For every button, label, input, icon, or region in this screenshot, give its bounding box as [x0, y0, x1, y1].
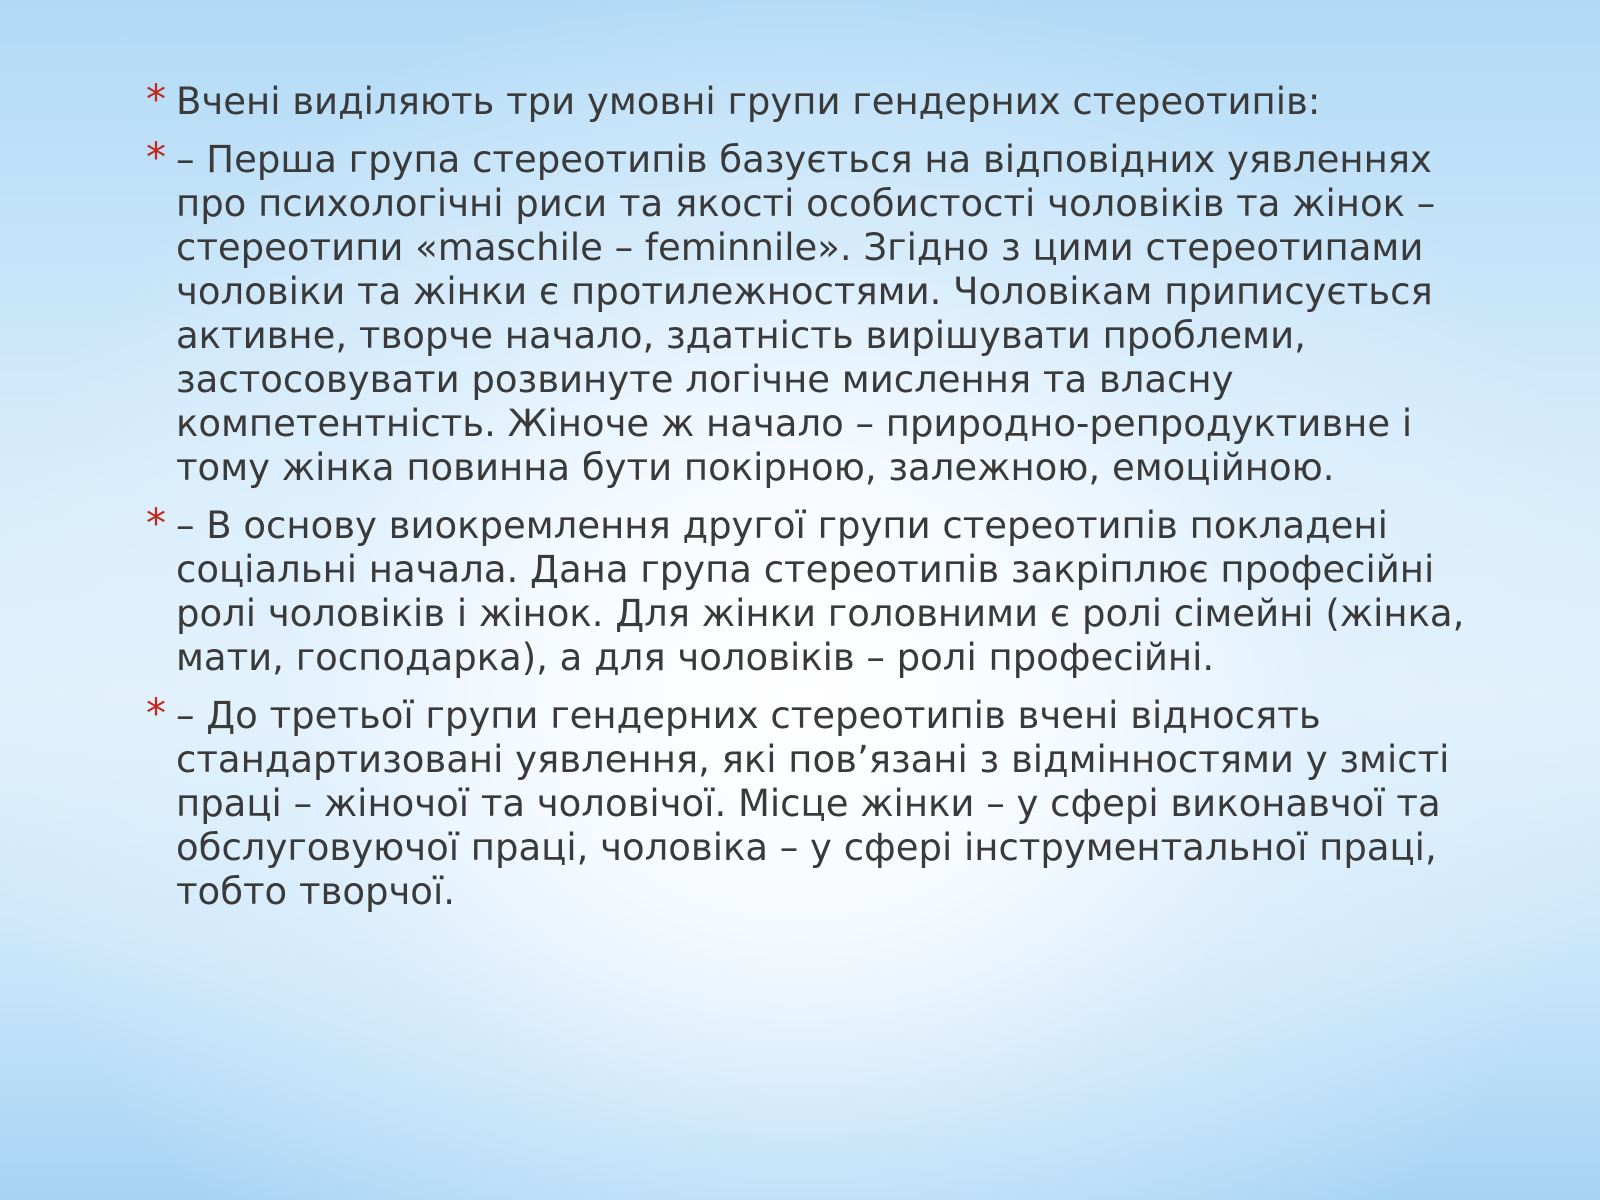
- bullet-marker-icon: *: [146, 691, 166, 737]
- bullet-item-3: [146, 501, 1486, 680]
- bullet-text: – В основу виокремлення другої групи стереотипів покладені соціальні начала. Дана група стереотипів закріплює професійні ролі чоловіків і жінок. Для жінки головними є ролі сімейні (жінка, мати, господарка), а для чоловіків – ролі професійні.: [176, 504, 1465, 679]
- bullet-marker-icon: *: [146, 77, 166, 123]
- bullet-item-1: [146, 77, 1486, 124]
- bullet-text: Вчені виділяють три умовні групи гендерних стереотипів:: [176, 80, 1321, 123]
- bullet-marker-icon: *: [146, 501, 166, 547]
- bullet-item-2: [146, 135, 1486, 490]
- bullet-marker-icon: *: [146, 135, 166, 181]
- bullet-text: – Перша група стереотипів базується на відповідних уявленнях про психологічні риси та якості особистості чоловіків та жінок – стереотипи «maschile – feminnile». Згідно з цими стереотипами чоловіки та жінки є протилежностями. Чоловікам приписується активне, творче начало, здатність вирішувати проблеми, застосовувати розвинуте логічне мислення та власну компетентність. Жіноче ж начало – природно-репродуктивне і тому жінка повинна бути покірною, залежною, емоційною.: [176, 138, 1436, 489]
- bullet-text: – До третьої групи гендерних стереотипів вчені відносять стандартизовані уявлення, які пов’язані з відмінностями у змісті праці – жіночої та чоловічої. Місце жінки – у сфері виконавчої та обслуговуючої праці, чоловіка – у сфері інструментальної праці, тобто творчої.: [176, 694, 1450, 913]
- bullet-list: [146, 77, 1486, 928]
- bullet-item-4: [146, 691, 1486, 914]
